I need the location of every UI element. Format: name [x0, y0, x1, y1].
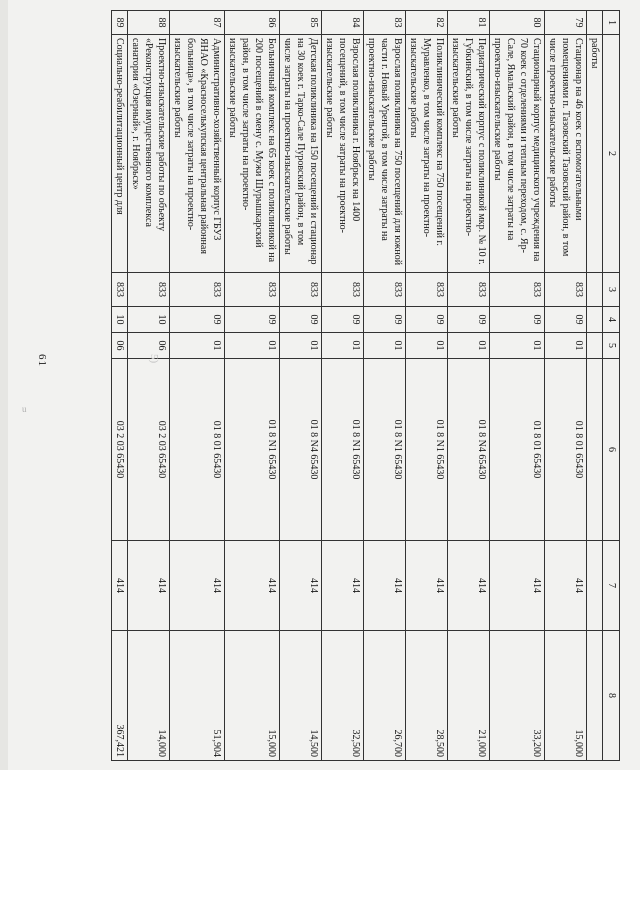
- amount-cell: 367,421: [112, 631, 128, 761]
- section-code-cell: 09: [322, 307, 364, 333]
- subsection-code-cell: 01: [364, 333, 406, 359]
- table-row: [170, 11, 225, 761]
- object-name-cell: Стационарный корпус медицинского учреждения на 70 коек с отделениями и теплым переходом, с. Яр-Сале, Ямальский район, в том числе затраты на проектно-изыскательские работы: [490, 35, 545, 273]
- header-cell: 2: [603, 35, 620, 273]
- ministry-code-cell: 833: [490, 273, 545, 307]
- subsection-code-cell: 01: [225, 333, 280, 359]
- continuation-row: [587, 11, 603, 761]
- object-name-cell: Социально-реабилитационный центр для: [112, 35, 128, 273]
- section-code-cell: 09: [448, 307, 490, 333]
- object-name-cell: Детская поликлиника на 150 посещений и стационар на 30 коек г. Тарко-Сале Пуровский район, в том числе затраты на проектно-изыскательские работы: [280, 35, 322, 273]
- amount-cell: 14,500: [280, 631, 322, 761]
- target-code-cell: 01 8 N1 65430: [225, 359, 280, 541]
- subsection-code-cell: 01: [280, 333, 322, 359]
- object-name-cell: Поликлинический комплекс на 750 посещений г. Муравленко, в том числе затраты на проектно-изыскательские работы: [406, 35, 448, 273]
- expense-type-cell: 414: [128, 541, 170, 631]
- target-code-cell: 03 2 03 65430: [128, 359, 170, 541]
- row-number-cell: 87: [170, 11, 225, 35]
- header-cell: 3: [603, 273, 620, 307]
- target-code-cell: 01 8 N4 65430: [280, 359, 322, 541]
- table-row: [364, 11, 406, 761]
- subsection-code-cell: 06: [128, 333, 170, 359]
- expense-type-cell: 414: [280, 541, 322, 631]
- rotated-page-content: [36, 10, 620, 760]
- ministry-code-cell: 833: [364, 273, 406, 307]
- amount-cell: 28,500: [406, 631, 448, 761]
- expense-type-cell: 414: [112, 541, 128, 631]
- scan-edge-shadow: [0, 0, 8, 770]
- target-code-cell: 01 8 N1 65430: [322, 359, 364, 541]
- object-name-cell: Педиатрический корпус с поликлиникой мкр. № 10 г. Губкинский, в том числе затраты на проектно-изыскательские работы: [448, 35, 490, 273]
- expense-type-cell: 414: [406, 541, 448, 631]
- expense-type-cell: 414: [545, 541, 587, 631]
- object-name-cell: Проектно-изыскательские работы по объекту «Реконструкция имущественного комплекса санатория «Озерный», г. Ноябрьск»: [128, 35, 170, 273]
- target-code-cell: 01 8 N1 65430: [364, 359, 406, 541]
- amount-cell: 33,200: [490, 631, 545, 761]
- header-cell: 8: [603, 631, 620, 761]
- subsection-code-cell: 01: [490, 333, 545, 359]
- object-name-cell: Взрослая поликлиника на 750 посещений для южной части г. Новый Уренгой, в том числе затраты на проектно-изыскательские работы: [364, 35, 406, 273]
- ministry-code-cell: 833: [448, 273, 490, 307]
- section-code-cell: 10: [128, 307, 170, 333]
- table-row: [448, 11, 490, 761]
- row-number-cell: 81: [448, 11, 490, 35]
- ministry-code-cell: 833: [545, 273, 587, 307]
- ministry-code-cell: 833: [128, 273, 170, 307]
- table-row: [406, 11, 448, 761]
- row-number-cell: 82: [406, 11, 448, 35]
- table-row: [225, 11, 280, 761]
- amount-cell: 15,000: [545, 631, 587, 761]
- subsection-code-cell: 01: [406, 333, 448, 359]
- row-number-cell: 84: [322, 11, 364, 35]
- row-number-cell: 79: [545, 11, 587, 35]
- section-code-cell: 09: [280, 307, 322, 333]
- target-code-cell: 01 8 01 65430: [170, 359, 225, 541]
- section-code-cell: 09: [406, 307, 448, 333]
- subsection-code-cell: 01: [170, 333, 225, 359]
- margin-mark: 5): [148, 354, 160, 364]
- row-number-cell: 80: [490, 11, 545, 35]
- target-code-cell: 01 8 01 65430: [545, 359, 587, 541]
- object-name-cell: Стационар на 46 коек с вспомогательными помещениями п. Тазовский Тазовский район, в том числе проектно-изыскательские работы: [545, 35, 587, 273]
- expense-type-cell: 414: [322, 541, 364, 631]
- section-code-cell: 09: [225, 307, 280, 333]
- header-cell: 4: [603, 307, 620, 333]
- amount-cell: 15,000: [225, 631, 280, 761]
- target-code-cell: 01 8 01 65430: [490, 359, 545, 541]
- target-code-cell: 01 8 N1 65430: [406, 359, 448, 541]
- header-cell: 6: [603, 359, 620, 541]
- header-row: [603, 11, 620, 761]
- row-number-cell: 83: [364, 11, 406, 35]
- amount-cell: 14,000: [128, 631, 170, 761]
- section-code-cell: 09: [364, 307, 406, 333]
- amount-cell: 32,500: [322, 631, 364, 761]
- section-code-cell: 10: [112, 307, 128, 333]
- table-row: [280, 11, 322, 761]
- expense-type-cell: 414: [364, 541, 406, 631]
- row-number-cell: 85: [280, 11, 322, 35]
- expense-type-cell: 414: [170, 541, 225, 631]
- table-row: [490, 11, 545, 761]
- row-number-cell: 88: [128, 11, 170, 35]
- section-code-cell: 09: [545, 307, 587, 333]
- header-cell: 7: [603, 541, 620, 631]
- ministry-code-cell: 833: [280, 273, 322, 307]
- table-row: [322, 11, 364, 761]
- continuation-text: работы: [587, 35, 603, 273]
- amount-cell: 21,000: [448, 631, 490, 761]
- subsection-code-cell: 01: [322, 333, 364, 359]
- ministry-code-cell: 833: [225, 273, 280, 307]
- header-cell: 5: [603, 333, 620, 359]
- table-row: [112, 11, 128, 761]
- margin-mark: u: [22, 404, 27, 414]
- section-code-cell: 09: [490, 307, 545, 333]
- table-row: [128, 11, 170, 761]
- table-row: [545, 11, 587, 761]
- expense-type-cell: 414: [490, 541, 545, 631]
- amount-cell: 51,904: [170, 631, 225, 761]
- ministry-code-cell: 833: [112, 273, 128, 307]
- row-number-cell: 89: [112, 11, 128, 35]
- expense-type-cell: 414: [448, 541, 490, 631]
- amount-cell: 26,700: [364, 631, 406, 761]
- ministry-code-cell: 833: [406, 273, 448, 307]
- subsection-code-cell: 01: [545, 333, 587, 359]
- subsection-code-cell: 01: [448, 333, 490, 359]
- object-name-cell: Больничный комплекс на 65 коек с поликлиникой на 200 посещений в смену с. Мужи Шурышкарский район, в том числе затраты на проектно-изыскательские работы: [225, 35, 280, 273]
- object-name-cell: Взрослая поликлиника г. Ноябрьск на 1400 посещений, в том числе затраты на проектно-изыскательские работы: [322, 35, 364, 273]
- page-number: 61: [36, 354, 48, 367]
- header-cell: 1: [603, 11, 620, 35]
- budget-table: [111, 10, 620, 761]
- target-code-cell: 01 8 N4 65430: [448, 359, 490, 541]
- row-number-cell: 86: [225, 11, 280, 35]
- target-code-cell: 03 2 03 65430: [112, 359, 128, 541]
- expense-type-cell: 414: [225, 541, 280, 631]
- ministry-code-cell: 833: [170, 273, 225, 307]
- ministry-code-cell: 833: [322, 273, 364, 307]
- subsection-code-cell: 06: [112, 333, 128, 359]
- object-name-cell: Административно-хозяйственный корпус ГБУЗ ЯНАО «Красноселькупская центральная районная больница», в том числе затраты на проектно-изыскательские работы: [170, 35, 225, 273]
- section-code-cell: 09: [170, 307, 225, 333]
